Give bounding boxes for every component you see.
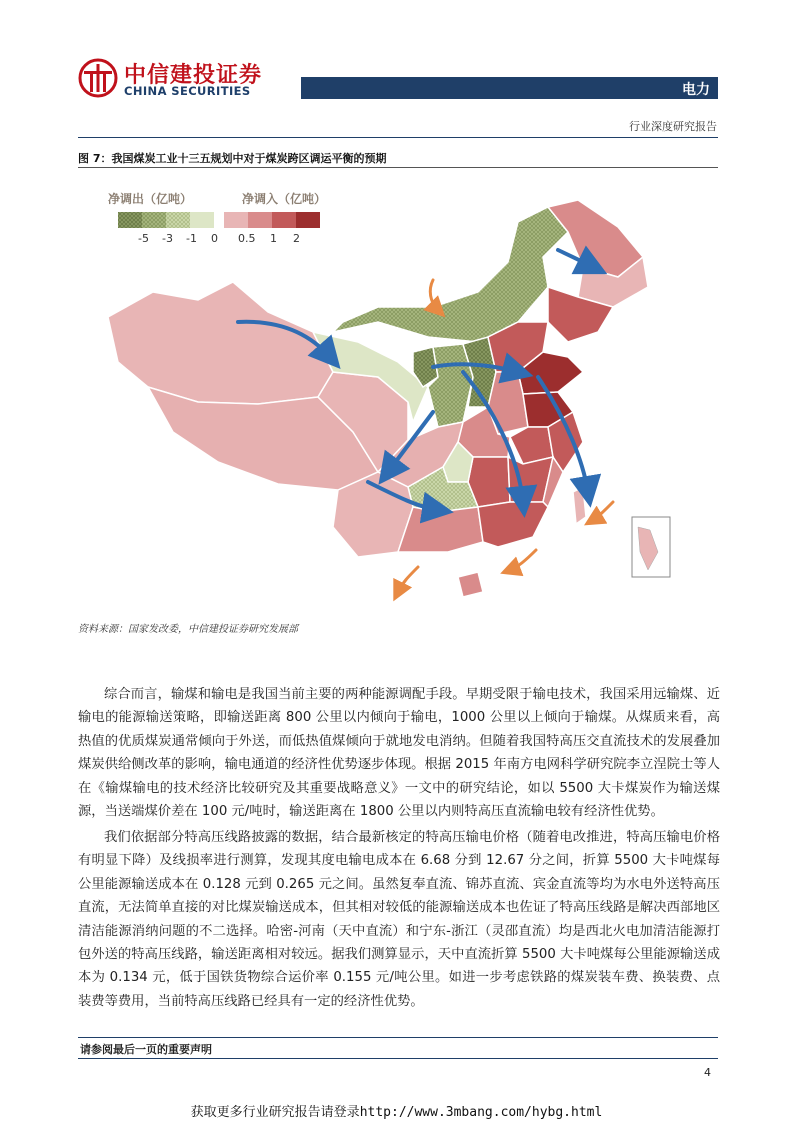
region-guangxi	[398, 507, 483, 552]
sector-label: 电力	[682, 82, 710, 98]
legend-swatch-1	[248, 212, 272, 228]
watermark-line	[0, 1101, 793, 1120]
legend-swatch-max	[296, 212, 320, 228]
import-arrow	[593, 502, 613, 520]
legend-tick: -1	[186, 232, 197, 245]
legend-tick: 2	[293, 232, 300, 245]
region-hainan	[458, 572, 483, 597]
footer-divider	[78, 1058, 718, 1059]
legend-swatch-minus3	[142, 212, 166, 228]
legend-swatches	[118, 212, 320, 228]
footer-divider	[78, 1037, 718, 1038]
china-securities-logo-icon	[78, 58, 118, 98]
figure-title: 图 7：我国煤炭工业十三五规划中对于煤炭跨区调运平衡的预期	[78, 152, 387, 165]
legend-tick: 1	[270, 232, 277, 245]
legend-swatch-2	[272, 212, 296, 228]
import-arrow	[398, 567, 418, 592]
disclaimer-note: 请参阅最后一页的重要声明	[80, 1043, 212, 1056]
page-number: 4	[704, 1066, 711, 1079]
legend-tick: 0.5	[238, 232, 256, 245]
legend-net-in-label: 净调入（亿吨）	[242, 192, 327, 206]
figure-title-divider	[78, 167, 718, 168]
legend-ticks	[138, 232, 300, 245]
region-taiwan	[573, 487, 586, 524]
body-paragraph: 我们依据部分特高压线路披露的数据，结合最新核定的特高压输电价格（随着电改推进，特高压输电价格有明显下降）及线损率进行测算，发现其度电输电成本在 6.68 分到 12.67 分之间，折算 5500 大卡吨煤每公里能源输送成本在 0.128 元到 0.265 元之间。虽然复奉直流、锦苏直流、宾金直流等均为水电外送特高压直流，无法简单直接的对比煤炭输送成本，但其相对较低的能源输送成本也佐证了特高压线路是解决西部地区清洁能源消纳问题的不二选择。哈密-河南（天中直流）和宁东-浙江（灵邵直流）均是西北火电加清洁能源打包外送的特高压线路，输送距离相对较远。据我们测算显示，天中直流折算 5500 大卡吨煤每公里能源输送成本为 0.134 元，低于国铁货物综合运价率 0.155 元/吨公里。如进一步考虑铁路的煤炭装车费、换装费、点装费等费用，当前特高压线路已经具有一定的经济性优势。	[78, 830, 720, 1009]
china-map-svg	[78, 172, 718, 610]
legend-tick: -5	[138, 232, 149, 245]
legend-swatch-minus1	[166, 212, 190, 228]
legend-tick: 0	[211, 232, 218, 245]
figure-source: 资料来源：国家发改委，中信建投证券研究发展部	[78, 624, 298, 635]
legend-swatch-0.5	[224, 212, 248, 228]
company-logo	[78, 58, 263, 102]
legend-net-out-label: 净调出（亿吨）	[108, 192, 193, 206]
region-xinjiang	[108, 282, 333, 404]
legend-swatch-minus5	[118, 212, 142, 228]
report-type-label: 行业深度研究报告	[629, 120, 717, 133]
body-paragraph: 综合而言，输煤和输电是我国当前主要的两种能源调配手段。早期受限于输电技术，我国采用远输煤、近输电的能源输送策略，即输送距离 800 公里以内倾向于输电，1000 公里以上倾向于输煤。从煤质来看，高热值的优质煤炭通常倾向于外送，而低热值煤倾向于就地发电消纳。但随着我国特高压交直流技术的发展叠加煤炭供给侧改革的影响，输电通道的经济性优势逐步体现。根据 2015 年南方电网科学研究院李立浧院士等人在《输煤输电的技术经济比较研究及其重要战略意义》一文中的研究结论，如以 5500 大卡煤炭作为输送煤源，当送端煤价差在 100 元/吨时，输送距离在 1800 公里以内则特高压直流输电较有经济性优势。	[78, 687, 720, 820]
coal-flow-map	[78, 172, 718, 610]
legend-swatch-0	[190, 212, 214, 228]
header-divider	[78, 137, 718, 138]
header-sector-bar	[301, 77, 718, 99]
province-regions	[108, 200, 648, 597]
import-arrow	[510, 550, 536, 570]
region-guangdong	[478, 502, 548, 547]
logo-english-name: CHINA SECURITIES	[124, 84, 251, 98]
watermark-text: 获取更多行业研究报告请登录	[190, 1105, 360, 1120]
legend-tick: -3	[162, 232, 173, 245]
logo-chinese-name: 中信建投证券	[124, 63, 263, 88]
watermark-link[interactable]: http://www.3mbang.com/hybg.html	[359, 1105, 603, 1120]
